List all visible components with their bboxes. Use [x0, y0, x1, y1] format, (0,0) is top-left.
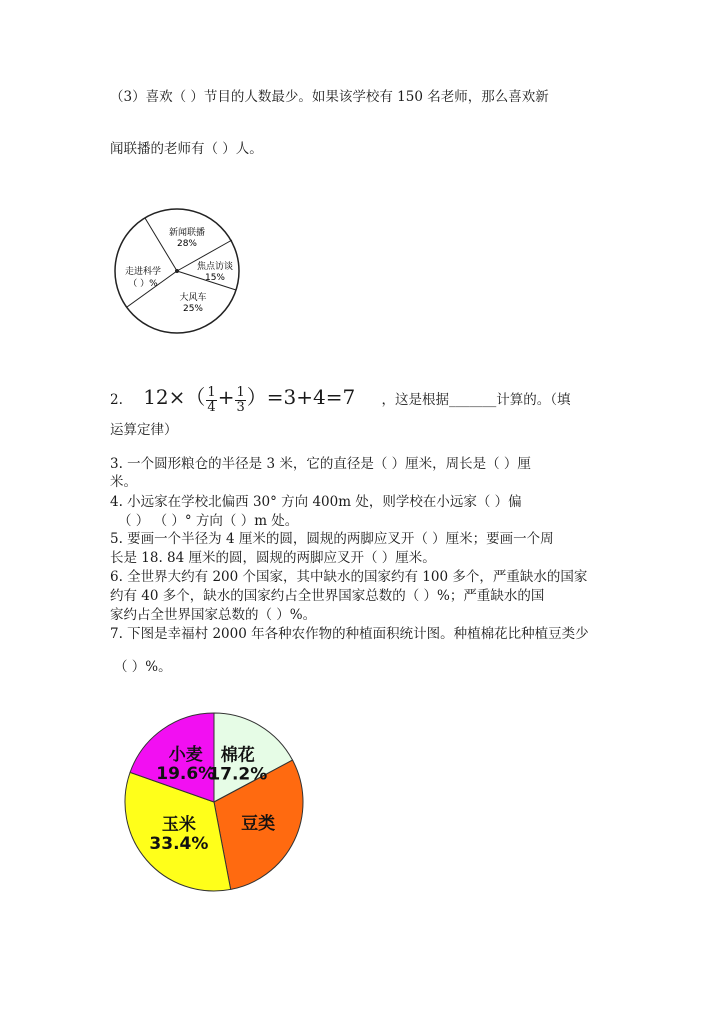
pie1-value-dafengche: 25%: [182, 304, 204, 314]
pie1-label-xinwen: 新闻联播: [168, 228, 206, 238]
pie1-value-xinwen: 28%: [176, 239, 198, 249]
question-7-line-2: （ ）%。: [114, 659, 172, 675]
question-6-line-2: 约有 40 多个，缺水的国家约占全世界国家总数的（ ）%；严重缺水的国: [110, 588, 545, 604]
fraction-1-4: [206, 386, 216, 415]
math-plus: +: [217, 385, 235, 409]
question-3-line-1: （3）喜欢（ ）节目的人数最少。如果该学校有 150 名老师，那么喜欢新: [110, 89, 549, 105]
pie2-value-yumi: 33.4%: [149, 834, 209, 855]
pie1-value-zoujin: （ ）%: [128, 279, 158, 289]
question-3-circle-line-1: 3. 一个圆形粮仓的半径是 3 米，它的直径是（ ）厘米，周长是（ ）厘: [110, 456, 531, 472]
question-5-line-1: 5. 要画一个半径为 4 厘米的圆，圆规的两脚应叉开（ ）厘米；要画一个周: [110, 531, 554, 547]
fraction-2-numerator: 1: [236, 385, 245, 400]
fraction-2-denominator: 3: [236, 400, 245, 415]
pie2-label-xiaomai: 小麦: [168, 745, 203, 766]
question-4-line-1: 4. 小远家在学校北偏西 30° 方向 400m 处，则学校在小远家（ ）偏: [110, 494, 522, 510]
pie2-label-doulei: 豆类: [241, 814, 276, 835]
pie1-value-jiaodian: 15%: [204, 273, 226, 283]
question-2-tail: ，这是根据_______计算的。（填: [381, 392, 571, 408]
pie2-label-yumi: 玉米: [161, 815, 196, 836]
pie2-value-xiaomai: 19.6%: [156, 764, 216, 785]
math-suffix: ）=3+4=7: [246, 385, 356, 409]
pie1-center: [175, 269, 179, 273]
question-3-line-2: 闻联播的老师有（ ）人。: [110, 141, 263, 157]
pie2-label-mianhua: 棉花: [220, 745, 255, 766]
math-prefix: 12×（: [143, 385, 206, 409]
pie1-label-zoujin: 走进科学: [124, 267, 162, 277]
fraction-1-3: [235, 386, 245, 415]
question-2-line-2: 运算定律）: [110, 422, 178, 438]
question-3-circle-line-2: 米。: [110, 474, 137, 490]
question-7-line-1: 7. 下图是幸福村 2000 年各种农作物的种植面积统计图。种植棉花比种植豆类少: [110, 626, 589, 642]
pie1-label-jiaodian: 焦点访谈: [196, 262, 234, 272]
question-6-line-1: 6. 全世界大约有 200 个国家，其中缺水的国家约有 100 多个，严重缺水的国家: [110, 569, 588, 585]
crop-area-pie-chart: [122, 710, 308, 896]
tv-program-pie-chart: [112, 205, 244, 337]
question-2-number: 2.: [110, 392, 123, 408]
question-4-line-2: （ ） （ ）° 方向（ ）m 处。: [118, 513, 299, 529]
fraction-1-numerator: 1: [207, 385, 216, 400]
fraction-1-denominator: 4: [207, 400, 216, 415]
question-2: [110, 381, 570, 415]
question-6-line-3: 家约占全世界国家总数的（ ）%。: [110, 607, 317, 623]
pie2-value-mianhua: 17.2%: [208, 764, 268, 785]
pie1-label-dafengche: 大风车: [179, 293, 207, 303]
question-5-line-2: 长是 18. 84 厘米的圆，圆规的两脚应叉开（ ）厘米。: [110, 550, 436, 566]
